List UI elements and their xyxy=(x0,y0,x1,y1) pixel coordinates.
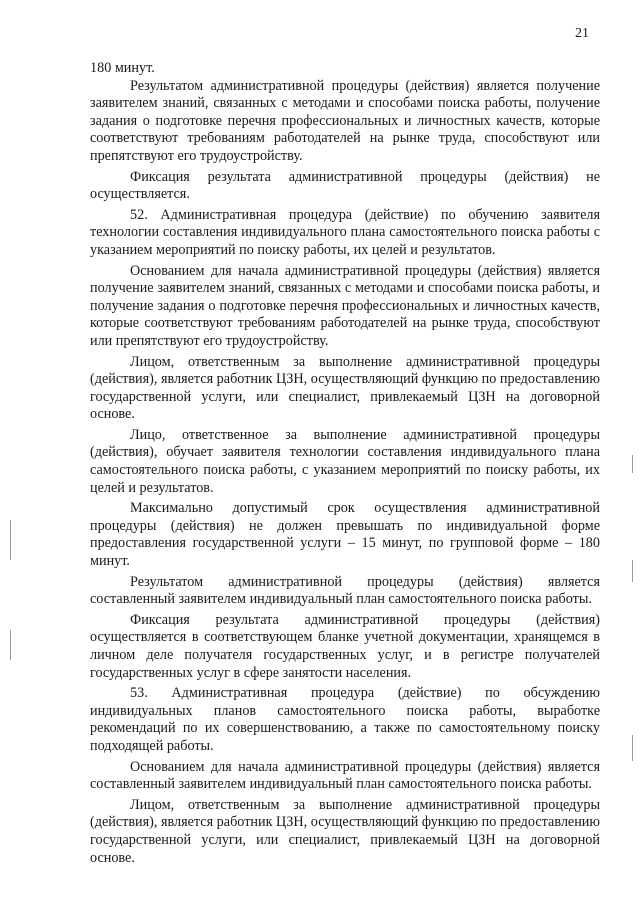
paragraph: Лицом, ответственным за выполнение административной процедуры (действия), является работник ЦЗН, осуществляющий функцию по предоставлению государственной услуги, или специалист, привлекаемый ЦЗН на договорной основе. xyxy=(90,796,600,866)
paragraph: Результатом административной процедуры (действия) является получение заявителем знаний, связанных с методами и способами поиска работы, получение задания о подготовке перечня профессиональных и личностных качеств, которые соответствуют требованиям работодателей на рынке труда, способствуют или препятствуют его трудоустройству. xyxy=(90,77,600,164)
paragraph: Фиксация результата административной процедуры (действия) осуществляется в соответствующем бланке учетной документации, хранящемся в личном деле получателя государственных услуг, и в регистре получателей государственных услуг в сфере занятости населения. xyxy=(90,611,600,681)
scan-artifact xyxy=(10,630,11,660)
paragraph: Основанием для начала административной процедуры (действия) является получение заявителем знаний, связанных с методами и способами поиска работы, и получение задания о подготовке перечня профессиональных и личностных качеств, которые соответствуют требованиям работодателей на рынке труда, способствуют или препятствуют его трудоустройству. xyxy=(90,262,600,349)
paragraph-continuation: 180 минут. xyxy=(90,60,155,76)
paragraph: Основанием для начала административной процедуры (действия) является составленный заявителем индивидуальный план самостоятельного поиска работы. xyxy=(90,758,600,793)
paragraph: Лицом, ответственным за выполнение административной процедуры (действия), является работник ЦЗН, осуществляющий функцию по предоставлению государственной услуги, или специалист, привлекаемый ЦЗН на договорной основе. xyxy=(90,353,600,423)
paragraph: Максимально допустимый срок осуществления административной процедуры (действия) не должен превышать по индивидуальной форме предоставления государственной услуги – 15 минут, по групповой форме – 180 минут. xyxy=(90,500,600,570)
scan-artifact xyxy=(632,735,633,761)
paragraph: Фиксация результата административной процедуры (действия) не осуществляется. xyxy=(90,168,600,203)
page-number: 21 xyxy=(575,26,589,41)
scan-artifact xyxy=(632,455,633,473)
section-53-heading: 53. Административная процедура (действие) по обсуждению индивидуальных планов самостоятельного поиска работы, выработке рекомендаций по их совершенствованию, а также по самостоятельному поиску подходящей работы. xyxy=(90,685,600,754)
paragraph: Лицо, ответственное за выполнение административной процедуры (действия), обучает заявителя технологии составления индивидуального плана самостоятельного поиска работы, с указанием мероприятий по поиску работы, их целей и результатов. xyxy=(90,426,600,496)
document-body xyxy=(90,60,600,867)
scan-artifact xyxy=(10,520,11,560)
scan-artifact xyxy=(632,560,633,582)
section-52-heading: 52. Административная процедура (действие) по обучению заявителя технологии составления индивидуального плана самостоятельного поиска работы с указанием мероприятий по поиску работы, их целей и результатов. xyxy=(90,206,600,258)
paragraph: Результатом административной процедуры (действия) является составленный заявителем индивидуальный план самостоятельного поиска работы. xyxy=(90,573,600,608)
